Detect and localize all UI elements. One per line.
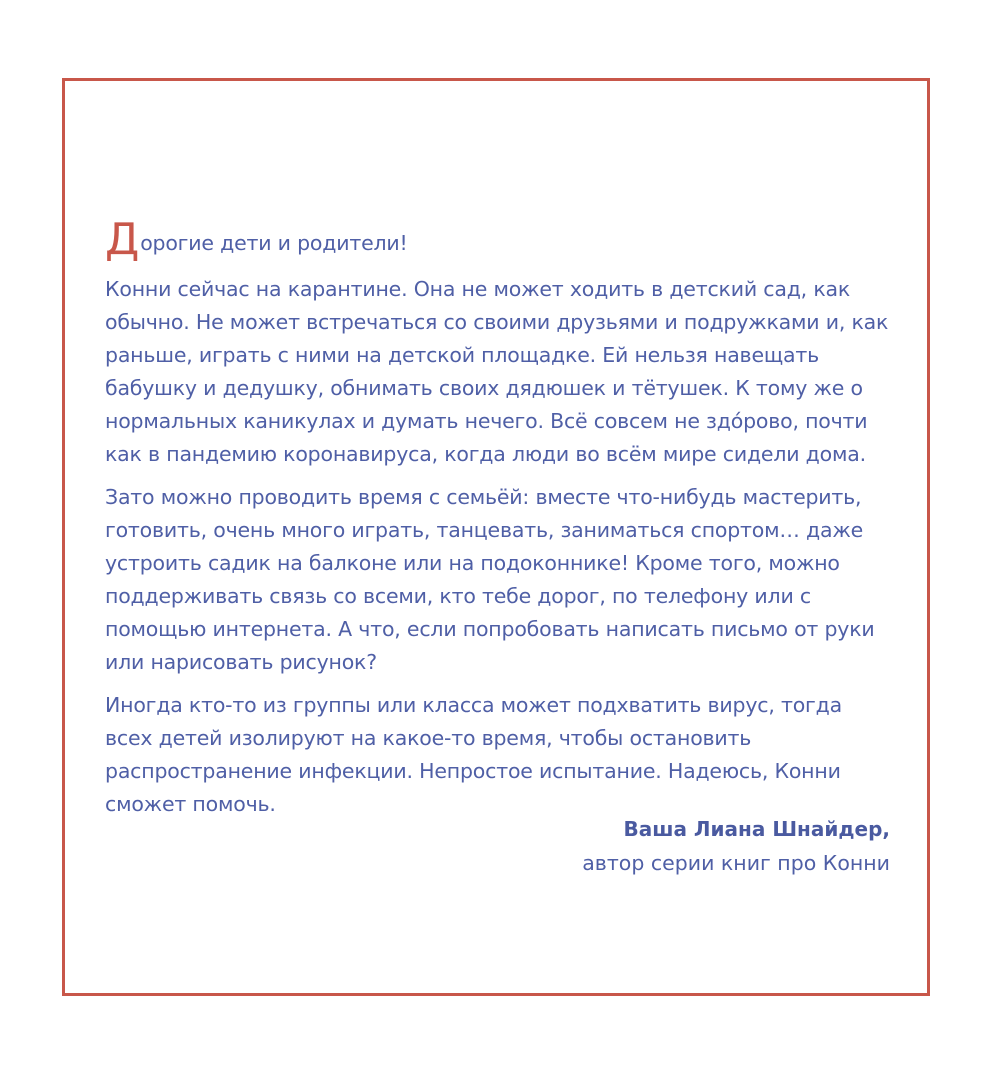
- signature-role: автор серии книг про Конни: [582, 851, 890, 875]
- greeting-text: орогие дети и родители!: [140, 231, 408, 255]
- signature: [582, 812, 890, 880]
- greeting: [105, 214, 895, 265]
- paragraph-2: Зато можно проводить время с семьёй: вместе что-нибудь мастерить, готовить, очень много играть, танцевать, заниматься спортом… даже устроить садик на балконе или на подоконнике! Кроме того, можно поддерживать связь со всеми, кто тебе дорог, по телефону или с помощью интернета. А что, если попробовать написать письмо от руки или нарисовать рисунок?: [105, 485, 875, 674]
- paragraph-3: Иногда кто-то из группы или класса может подхватить вирус, тогда всех детей изолируют на какое-то время, чтобы остановить распространение инфекции. Непростое испытание. Надеюсь, Конни сможет помочь.: [105, 693, 842, 816]
- paragraph-1: Конни сейчас на карантине. Она не может ходить в детский сад, как обычно. Не может встречаться со своими друзьями и подружками и, как раньше, играть с ними на детской площадке. Ей нельзя навещать бабушку и дедушку, обнимать своих дядюшек и тётушек. К тому же о нормальных каникулах и думать нечего. Всё совсем не здо́рово, почти как в пандемию коронавируса, когда люди во всём мире сидели дома.: [105, 277, 889, 466]
- drop-cap: Д: [105, 214, 140, 265]
- signature-name: Ваша Лиана Шнайдер,: [623, 817, 890, 841]
- letter-body: [105, 214, 895, 831]
